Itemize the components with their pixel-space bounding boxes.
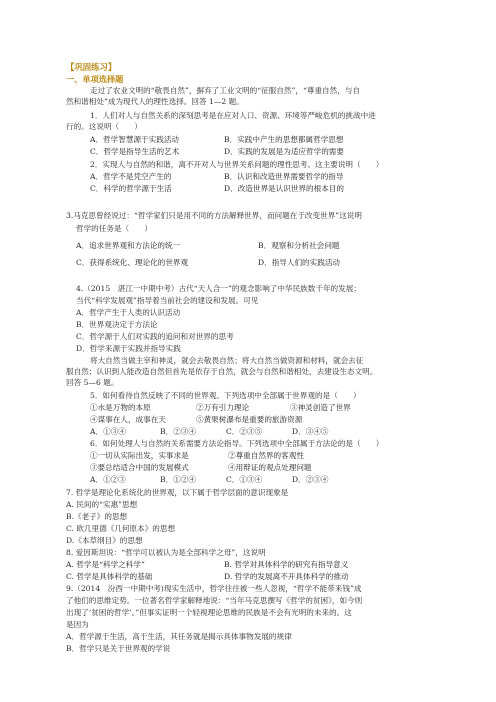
- q9-option: A．哲学源于生活，高于生活，其任务就是揭示具体事物发展的规律: [66, 632, 292, 641]
- q6-option: C．①③④: [226, 475, 263, 484]
- q9-stem: 9.（2014 汾西一中期中考)现实生活中，哲学往往被一些人忽视，“哲学不能带来钱”成: [66, 584, 362, 593]
- q7-option: D.《本草纲目》的思想: [66, 536, 143, 545]
- intro2-line: 将大自然当做主宰和神灵，就会去敬畏自然；将大自然当做资源和材料，就会去征: [90, 356, 364, 365]
- q3-stem: 3.马克思曾经说过：“哲学家们只是用不同的方法解释世界，而问题在于改变世界”这说明: [66, 211, 362, 220]
- q7-option: C. 欧几里德《几何原本》的思想: [66, 524, 176, 533]
- q2-option: B．认识和改造世界需要哲学的指导: [224, 172, 344, 181]
- section-title: 一、单项选择题: [66, 74, 124, 84]
- q4-stem: 4.（2015 湛江一中期中考）古代“天人合一”的观念影响了中华民族数千年的发展；: [76, 284, 361, 293]
- q8-option: A. 哲学是“科学之科学”: [66, 560, 145, 569]
- q6-option: B．①②④: [160, 475, 196, 484]
- q9-stem: 了他们的思维定势。一位著名哲学家解释地说：“当年马克思撰写《哲学的贫困》，如今则: [66, 596, 363, 605]
- q7-option: A. 民间的“实惠”思想: [66, 500, 138, 509]
- q9-option: B．哲学只是关于世界观的学说: [66, 644, 171, 653]
- q6-item: ①一切从实际出发，实事求是: [90, 451, 189, 460]
- q1-option: A．哲学智慧源于实践活动: [90, 135, 180, 144]
- intro2-line: 回答 5—6 题。: [66, 378, 119, 387]
- q6-option: A．①②③: [90, 475, 126, 484]
- q8-stem: 8. 爱因斯坦说：“哲学可以被认为是全部科学之母”，这说明: [66, 548, 266, 557]
- intro-line: 然和谐相处”成为现代人的理性选择。回答 1—2 题。: [66, 97, 244, 106]
- q6-item: ④用辩证的观点处理问题: [228, 463, 312, 472]
- q4-option: B．世界观决定于方法论: [76, 320, 158, 329]
- q1-option: D．实践的发展是为适应哲学的需要: [224, 147, 344, 156]
- intro2-line: 服自然；认识到人能改造自然但首先是依存于自然，就会与自然和谐相处，去建设生态文明。: [66, 367, 378, 376]
- q5-item: ③神灵创造了世界: [290, 403, 351, 412]
- q3-stem: 哲学的任务是（ ）: [76, 224, 152, 233]
- q5-item: ①水是万物的本原: [90, 403, 151, 412]
- q2-option: A．哲学不是凭空产生的: [90, 172, 172, 181]
- intro-line: 走过了农业文明的“敬畏自然”，摒弃了工业文明的“征服自然”，“尊重自然，与自: [90, 86, 361, 95]
- q5-option: B．②③④: [160, 427, 196, 436]
- q6-item: ③要总结适合中国的发展模式: [90, 463, 189, 472]
- q4-stem: 当代“科学发展观”指导着当前社会的建设和发展。可见: [76, 296, 259, 305]
- q1-option: C．哲学是指导生活的艺术: [90, 147, 180, 156]
- q6-item: ②尊重自然界的客观性: [228, 451, 304, 460]
- q4-option: A．哲学产生于人类的认识活动: [76, 308, 181, 317]
- q7-stem: 7. 哲学是理论化系统化的世界观，以下属于哲学层面的意识现象是: [66, 488, 289, 497]
- q6-stem: 6．如何处理人与自然的关系需要方法论指导。下列选项中全部属于方法论的是（ ）: [90, 439, 384, 448]
- q4-option: D．哲学来源于实践并指导实践: [76, 344, 181, 353]
- q3-option: A．追求世界观和方法论的统一: [76, 241, 181, 250]
- q5-option: A．①③④: [90, 427, 126, 436]
- q8-option: B. 哲学对具体科学的研究有指导意义: [224, 560, 349, 569]
- q3-option: C．获得系统化、理论化的世界观: [76, 258, 189, 267]
- q4-option: C．哲学源于人们对实践的追问和对世界的思考: [76, 332, 234, 341]
- q2-option: C．科学的哲学源于生活: [90, 184, 172, 193]
- q1-stem: 1．人们对人与自然关系的深刻思考是在应对人口、资源、环境等严峻危机的挑战中进: [90, 111, 376, 120]
- q5-item: ⑤黄果树瀑布是重要的旅游资源: [196, 415, 303, 424]
- q7-option: B.《老子》的思想: [66, 512, 128, 521]
- q5-option: C．②③⑤: [226, 427, 263, 436]
- q3-option: D．指导人们的实践活动: [258, 258, 341, 267]
- section-header: 【巩固练习】: [66, 62, 117, 72]
- q5-item: ④谋事在人，成事在天: [90, 415, 166, 424]
- q9-stem: 出现了‘贫困的哲学’。”但事实证明一个轻视理论思维的民族是不会有光明的未来的。这: [66, 608, 352, 617]
- q5-option: D．③④⑤: [292, 427, 329, 436]
- q1-stem: 行的。这说明（ ）: [66, 122, 142, 131]
- q9-stem: 是因为: [66, 620, 89, 629]
- q2-option: D．改造世界是认识世界的根本目的: [224, 184, 344, 193]
- q1-option: B．实践中产生的思想都属哲学思想: [224, 135, 344, 144]
- q8-option: D. 哲学的发展离不开具体科学的推动: [224, 572, 349, 581]
- q2-stem: 2．实现人与自然的和谐，离不开对人与世界关系问题的理性思考。这主要说明（ ）: [90, 160, 384, 169]
- q3-option: B．观察和分析社会问题: [258, 241, 340, 250]
- q5-item: ②万有引力理论: [196, 403, 250, 412]
- q5-stem: 5．如何看待自然反映了不同的世界观。下列选项中全部属于世界观的是（ ）: [90, 391, 361, 400]
- q8-option: C. 哲学是具体科学的基础: [66, 572, 153, 581]
- q6-option: D．②③④: [292, 475, 329, 484]
